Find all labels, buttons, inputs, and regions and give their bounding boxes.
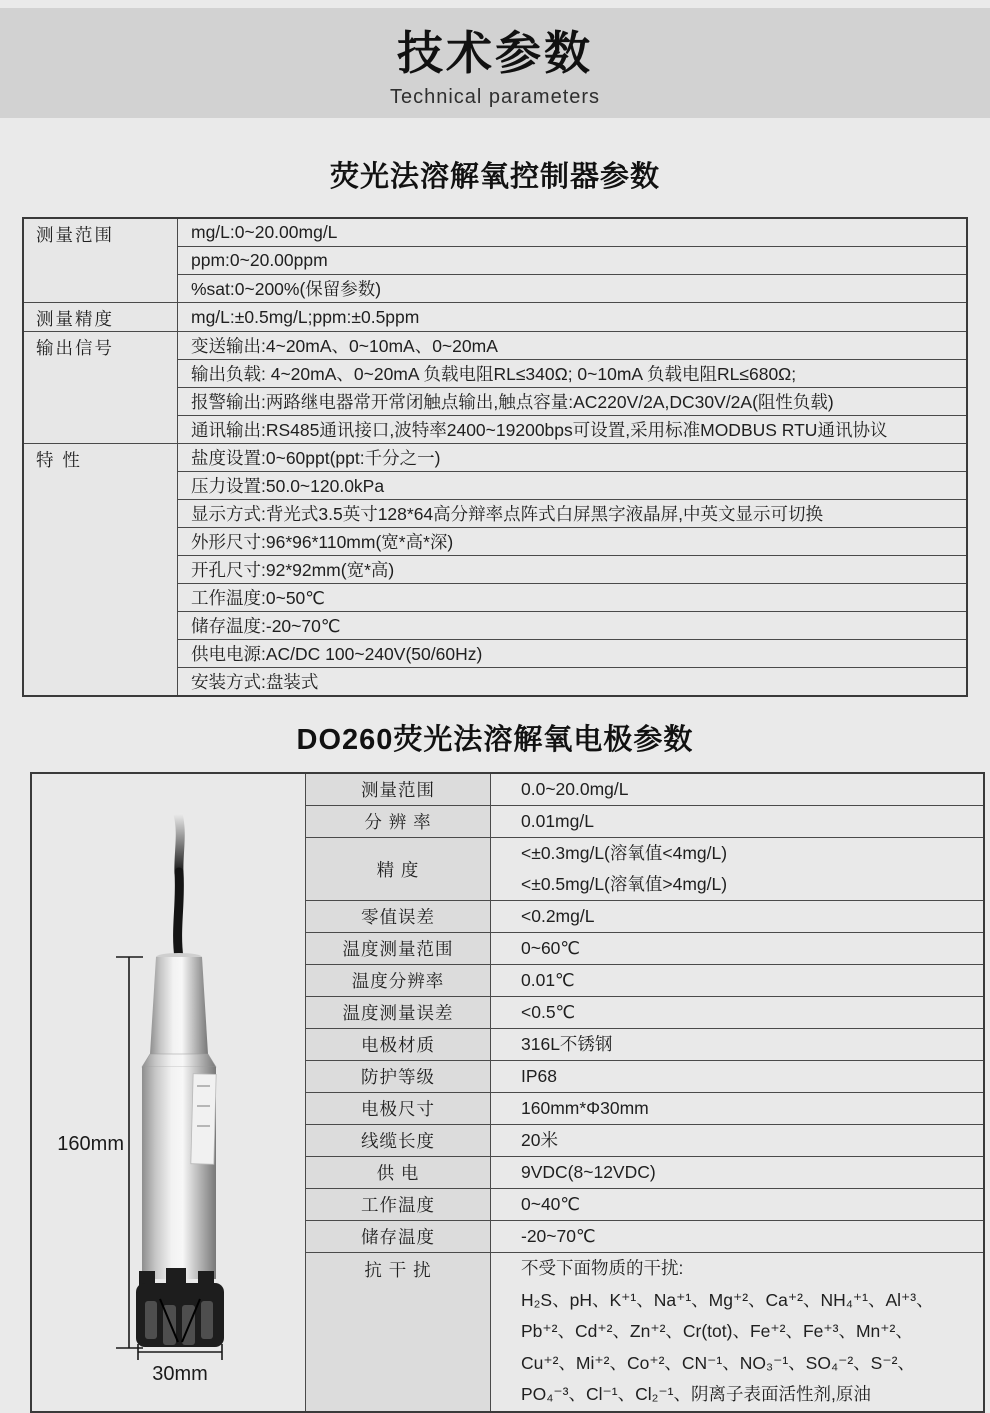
electrode-param-value bbox=[491, 901, 985, 933]
electrode-param-label: 电极材质 bbox=[306, 1029, 491, 1061]
controller-table-row bbox=[23, 444, 967, 472]
electrode-param-value bbox=[491, 838, 985, 901]
controller-table-body bbox=[23, 218, 967, 696]
probe-shoulder bbox=[142, 1054, 216, 1067]
electrode-param-label: 电极尺寸 bbox=[306, 1093, 491, 1125]
probe-cable bbox=[178, 814, 180, 874]
electrode-value-line: 160mm*Φ30mm bbox=[521, 1098, 649, 1118]
controller-param-value: %sat:0~200%(保留参数) bbox=[178, 275, 968, 303]
page-title: 技术参数 bbox=[397, 27, 593, 79]
probe-height-label: 160mm bbox=[57, 1133, 124, 1155]
electrode-param-label: 防护等级 bbox=[306, 1061, 491, 1093]
electrode-value-line: 9VDC(8~12VDC) bbox=[521, 1162, 656, 1182]
electrode-param-value bbox=[491, 1093, 985, 1125]
electrode-value-line: <±0.3mg/L(溶氧值<4mg/L) bbox=[521, 843, 728, 863]
electrode-value-line: 0.0~20.0mg/L bbox=[521, 779, 629, 799]
electrode-param-value bbox=[491, 1157, 985, 1189]
spec-sheet-page bbox=[0, 8, 990, 1413]
probe-guard-cap bbox=[136, 1268, 224, 1347]
electrode-param-label: 线缆长度 bbox=[306, 1125, 491, 1157]
electrode-param-value bbox=[491, 1221, 985, 1253]
electrode-param-label: 供 电 bbox=[306, 1157, 491, 1189]
controller-param-group-label: 特 性 bbox=[23, 444, 178, 697]
controller-table-row bbox=[23, 332, 967, 360]
electrode-param-label: 储存温度 bbox=[306, 1221, 491, 1253]
electrode-value-line: 不受下面物质的干扰: bbox=[521, 1258, 684, 1278]
electrode-param-value bbox=[491, 933, 985, 965]
electrode-param-label: 分 辨 率 bbox=[306, 806, 491, 838]
controller-table-row bbox=[23, 218, 967, 247]
controller-param-value: 通讯输出:RS485通讯接口,波特率2400~19200bps可设置,采用标准MODBUS RTU通讯协议 bbox=[178, 416, 968, 444]
controller-param-value: 输出负载: 4~20mA、0~20mA 负载电阻RL≤340Ω; 0~10mA 负载电阻RL≤680Ω; bbox=[178, 360, 968, 388]
electrode-param-label: 精 度 bbox=[306, 838, 491, 901]
electrode-value-line: 0~60℃ bbox=[521, 938, 581, 958]
electrode-param-label: 零值误差 bbox=[306, 901, 491, 933]
controller-parameters-table bbox=[22, 217, 968, 697]
electrode-value-line: 316L不锈钢 bbox=[521, 1034, 613, 1054]
probe-width-label: 30mm bbox=[152, 1363, 208, 1385]
electrode-param-value bbox=[491, 1061, 985, 1093]
electrode-param-label: 温度测量范围 bbox=[306, 933, 491, 965]
controller-section-title: 荧光法溶解氧控制器参数 bbox=[329, 161, 660, 193]
electrode-param-value bbox=[491, 1029, 985, 1061]
electrode-parameters-table bbox=[30, 772, 985, 1413]
electrode-param-value bbox=[491, 1189, 985, 1221]
electrode-param-label: 工作温度 bbox=[306, 1189, 491, 1221]
electrode-value-line: H₂S、pH、K⁺¹、Na⁺¹、Mg⁺²、Ca⁺²、NH₄⁺¹、Al⁺³、 bbox=[521, 1289, 934, 1310]
electrode-value-line: Pb⁺²、Cd⁺²、Zn⁺²、Cr(tot)、Fe⁺²、Fe⁺³、Mn⁺²、 bbox=[521, 1321, 913, 1342]
electrode-value-line: Cu⁺²、Mi⁺²、Co⁺²、CN⁻¹、NO₃⁻¹、SO₄⁻²、S⁻²、 bbox=[521, 1352, 915, 1373]
electrode-table-row bbox=[31, 773, 984, 806]
electrode-param-label: 抗 干 扰 bbox=[306, 1253, 491, 1412]
controller-param-value: 储存温度:-20~70℃ bbox=[178, 612, 968, 640]
probe-cable-lower bbox=[178, 872, 180, 958]
electrode-param-value bbox=[491, 1253, 985, 1412]
page-header bbox=[0, 8, 990, 118]
electrode-param-value bbox=[491, 965, 985, 997]
page-subtitle: Technical parameters bbox=[389, 86, 601, 108]
electrode-table-body bbox=[31, 773, 984, 1412]
electrode-value-line: IP68 bbox=[521, 1066, 557, 1086]
controller-param-value: 盐度设置:0~60ppt(ppt:千分之一) bbox=[178, 444, 968, 472]
electrode-value-line: <0.5℃ bbox=[521, 1002, 576, 1022]
electrode-section-title: DO260荧光法溶解氧电极参数 bbox=[296, 724, 694, 756]
controller-param-value: ppm:0~20.00ppm bbox=[178, 247, 968, 275]
electrode-value-line: -20~70℃ bbox=[521, 1226, 596, 1246]
probe-image bbox=[32, 774, 305, 1395]
probe-image-cell bbox=[31, 773, 306, 1412]
electrode-param-label: 温度测量误差 bbox=[306, 997, 491, 1029]
controller-param-group-label: 测量精度 bbox=[23, 303, 178, 332]
probe-cap bbox=[150, 957, 208, 1054]
electrode-value-line: 0.01℃ bbox=[521, 970, 575, 990]
controller-table-row bbox=[23, 303, 967, 332]
controller-param-value: 压力设置:50.0~120.0kPa bbox=[178, 472, 968, 500]
electrode-value-line: <±0.5mg/L(溶氧值>4mg/L) bbox=[521, 874, 728, 894]
electrode-value-line: 0~40℃ bbox=[521, 1194, 581, 1214]
electrode-param-label: 测量范围 bbox=[306, 773, 491, 806]
electrode-param-value bbox=[491, 773, 985, 806]
controller-param-group-label: 测量范围 bbox=[23, 218, 178, 303]
controller-param-group-label: 输出信号 bbox=[23, 332, 178, 444]
controller-param-value: 供电电源:AC/DC 100~240V(50/60Hz) bbox=[178, 640, 968, 668]
controller-param-value: mg/L:±0.5mg/L;ppm:±0.5ppm bbox=[178, 303, 968, 332]
electrode-value-line: PO₄⁻³、Cl⁻¹、Cl₂⁻¹、阴离子表面活性剂,原油 bbox=[521, 1384, 871, 1405]
electrode-param-value bbox=[491, 806, 985, 838]
electrode-value-line: <0.2mg/L bbox=[521, 906, 595, 926]
controller-param-value: 安装方式:盘装式 bbox=[178, 668, 968, 697]
controller-param-value: 变送输出:4~20mA、0~10mA、0~20mA bbox=[178, 332, 968, 360]
controller-param-value: 工作温度:0~50℃ bbox=[178, 584, 968, 612]
electrode-param-value bbox=[491, 1125, 985, 1157]
electrode-value-line: 0.01mg/L bbox=[521, 811, 594, 831]
controller-param-value: 显示方式:背光式3.5英寸128*64高分辩率点阵式白屏黑字液晶屏,中英文显示可切换 bbox=[178, 500, 968, 528]
electrode-value-line: 20米 bbox=[521, 1130, 558, 1150]
controller-param-value: 开孔尺寸:92*92mm(宽*高) bbox=[178, 556, 968, 584]
controller-param-value: 报警输出:两路继电器常开常闭触点输出,触点容量:AC220V/2A,DC30V/2A(阻性负载) bbox=[178, 388, 968, 416]
electrode-param-label: 温度分辨率 bbox=[306, 965, 491, 997]
controller-param-value: 外形尺寸:96*96*110mm(宽*高*深) bbox=[178, 528, 968, 556]
probe-label-sticker bbox=[191, 1074, 216, 1165]
controller-param-value: mg/L:0~20.00mg/L bbox=[178, 218, 968, 247]
electrode-param-value bbox=[491, 997, 985, 1029]
